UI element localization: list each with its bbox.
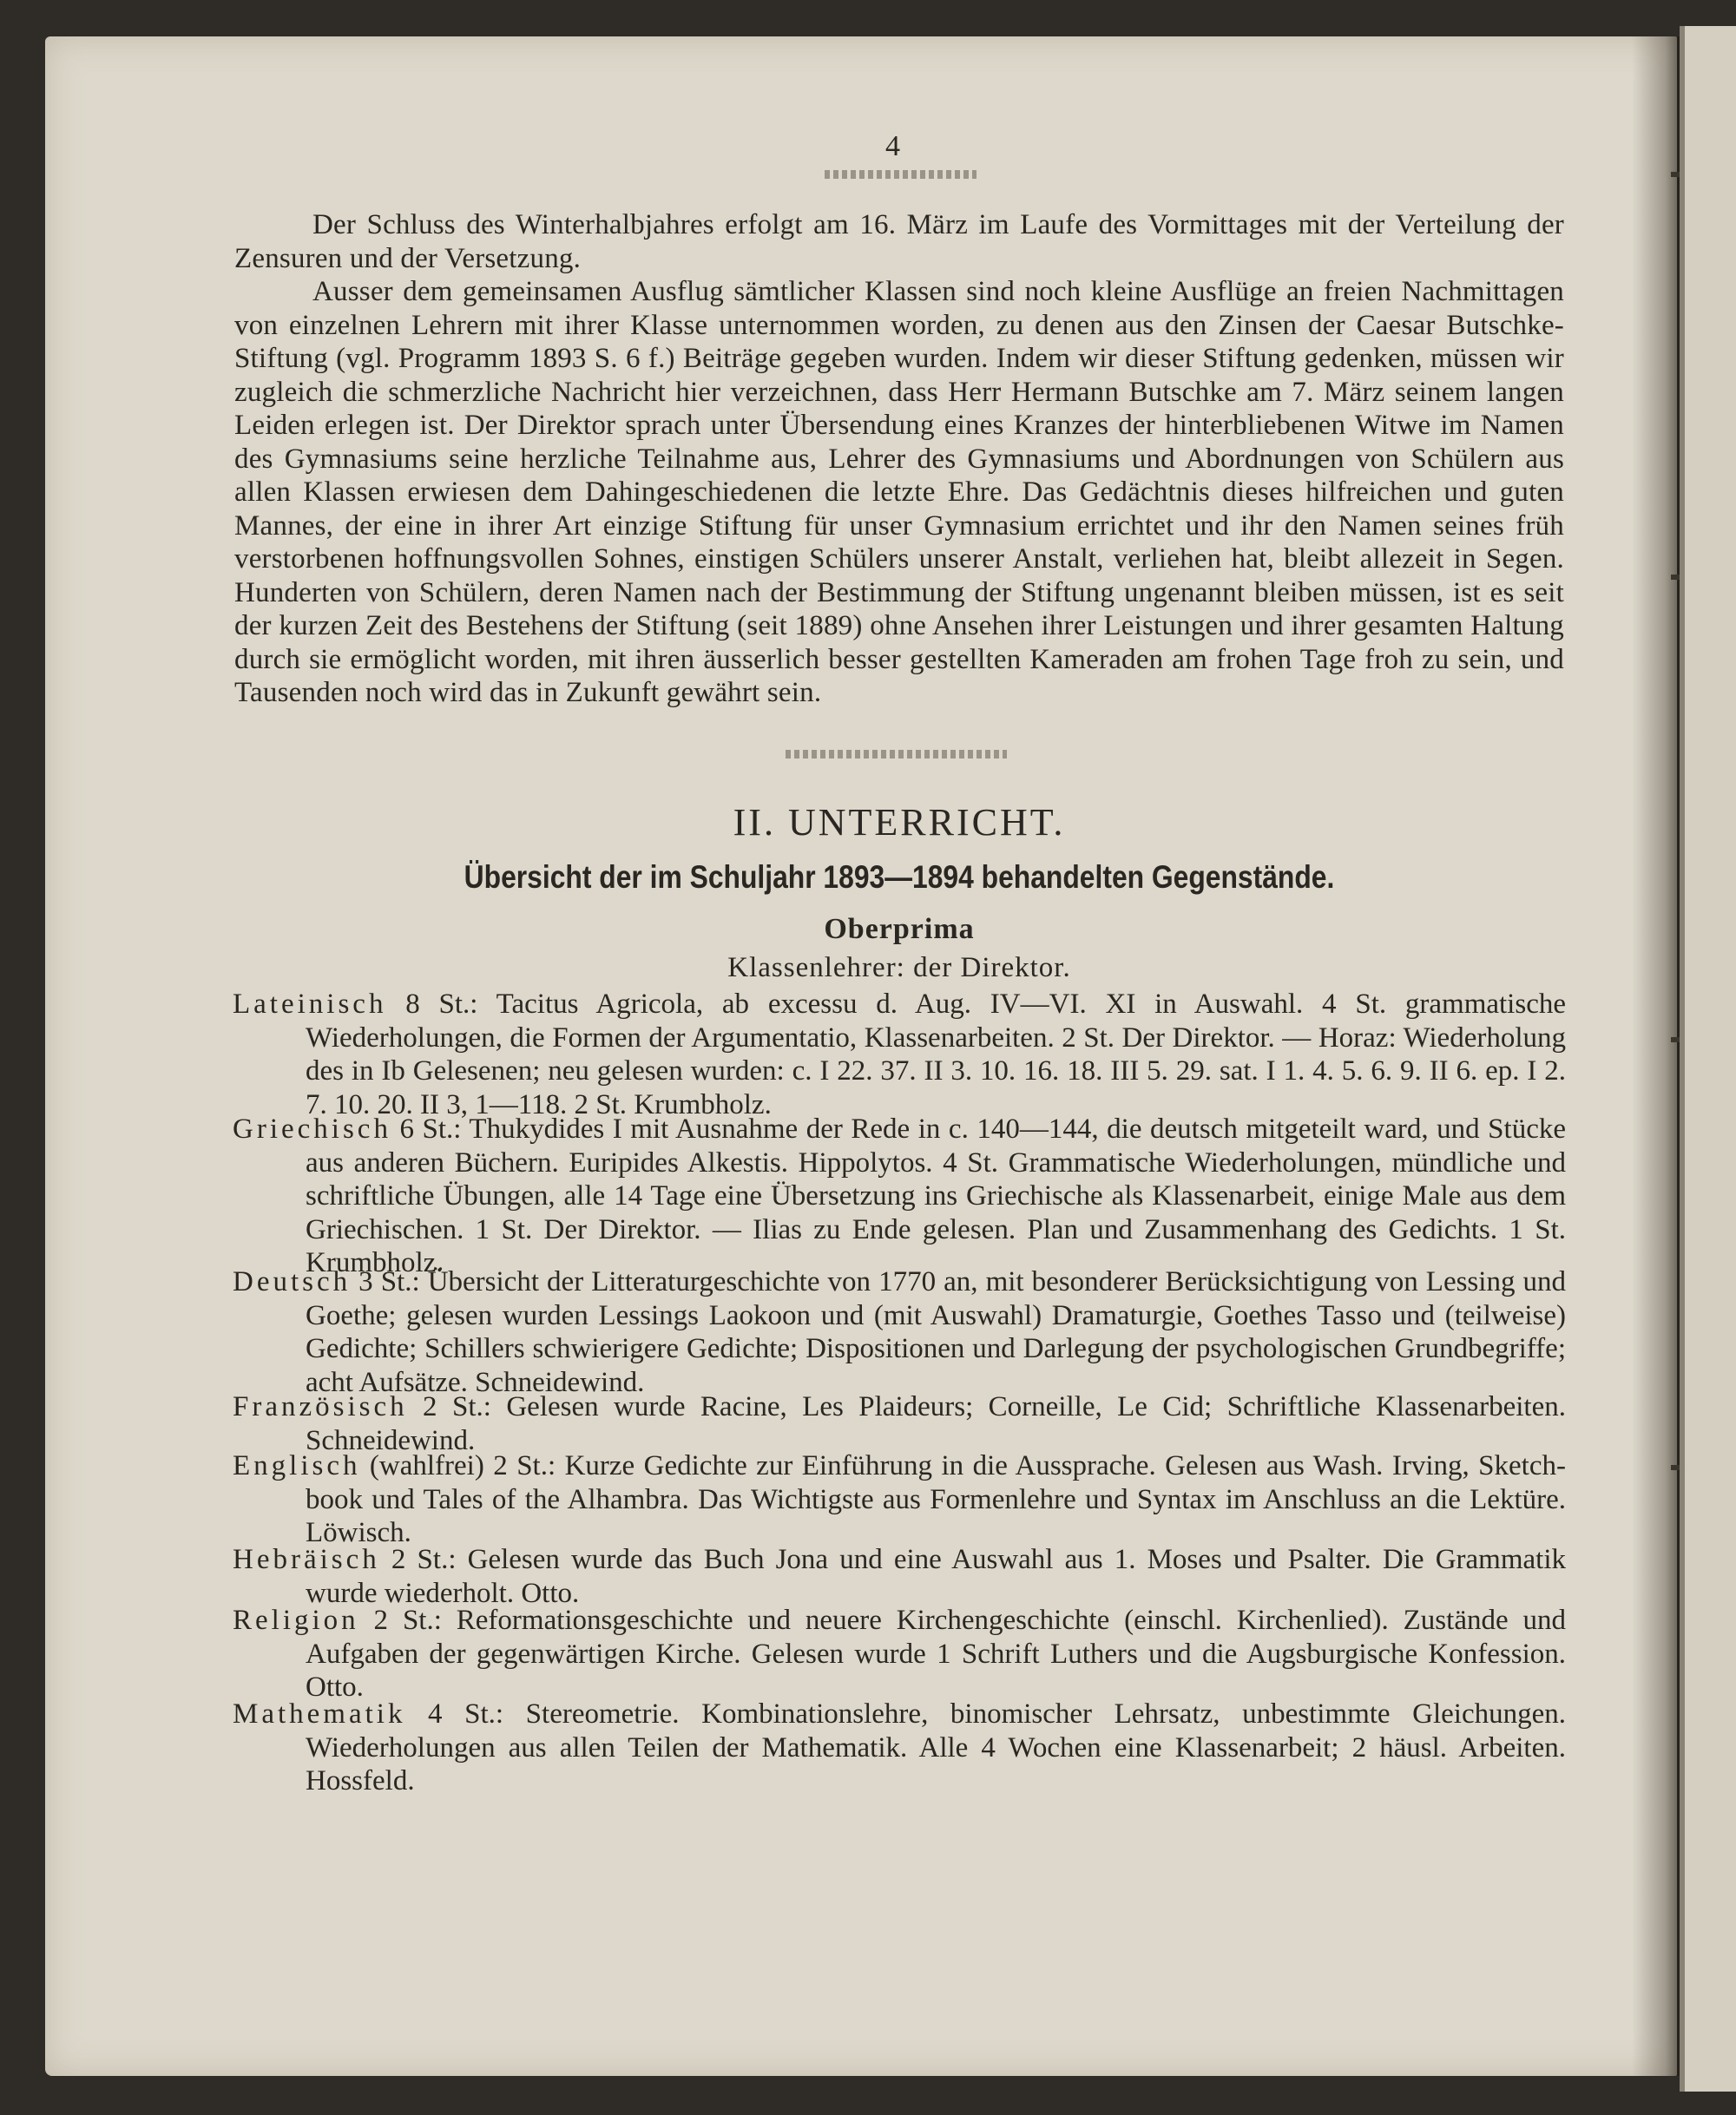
subject-text: 2 St.: Gelesen wurde das Buch Jona und eine Auswahl aus 1. Moses und Psalter. Die Grammatik wurde wiederholt. Otto. bbox=[306, 1544, 1566, 1609]
subject-name: Hebräisch bbox=[233, 1544, 380, 1575]
intro-paragraph-1: Der Schluss des Winterhalbjahres erfolgt am 16. März im Laufe des Vormittages mit der Verteilung der Zensuren und der Versetzung. bbox=[234, 209, 1564, 274]
subject-name: Griechisch bbox=[233, 1113, 391, 1145]
subject-text: 8 St.: Tacitus Agricola, ab excessu d. Aug. IV—VI. XI in Auswahl. 4 St. grammatische Wiederholungen, die Formen der Argumentatio, Klassenarbeiten. 2 St. Der Direktor. — Horaz: Wiederholung des in Ib Gelesenen; neu gelesen wurden: c. I 22. 37. II 3. 10. 16. 18. III 5. 29. sat. I 1. 4. 5. 6. 9. II 6. ep. I 2. 7. 10. 20. II 3, 1—118. 2 St. Krumbholz. bbox=[306, 989, 1566, 1120]
margin-mark bbox=[1671, 575, 1680, 580]
subject-entry-lateinisch bbox=[233, 988, 1566, 1121]
facing-page-edge bbox=[1680, 26, 1736, 2092]
subject-entry-englisch bbox=[233, 1449, 1566, 1550]
subject-entry-griechisch bbox=[233, 1113, 1566, 1280]
subject-text: 2 St.: Reformationsgeschichte und neuere Kirchengeschichte (einschl. Kirchenlied). Zustände und Aufgaben der gegenwärtigen Kirche. Gelesen wurde 1 Schrift Luthers und die Augsburgische Konfession. Otto. bbox=[306, 1605, 1566, 1703]
subject-name: Mathematik bbox=[233, 1698, 406, 1730]
subject-entry-religion bbox=[233, 1604, 1566, 1704]
subject-entry-franzoesisch bbox=[233, 1390, 1566, 1457]
margin-mark bbox=[1671, 1465, 1680, 1470]
subject-name: Religion bbox=[233, 1605, 359, 1636]
wavy-ornament bbox=[825, 170, 976, 179]
section-title: II. UNTERRICHT. bbox=[733, 801, 1066, 844]
subject-entry-deutsch bbox=[233, 1265, 1566, 1399]
class-teacher: Klassenlehrer: der Direktor. bbox=[727, 952, 1071, 983]
page-number: 4 bbox=[885, 130, 900, 162]
subject-name: Deutsch bbox=[233, 1266, 352, 1297]
subject-entry-mathematik bbox=[233, 1698, 1566, 1798]
class-heading: Oberprima bbox=[824, 913, 975, 945]
section-subtitle: Übersicht der im Schuljahr 1893—1894 behandelten Gegenstände. bbox=[464, 859, 1335, 895]
subject-text: 2 St.: Gelesen wurde Racine, Les Plaideurs; Corneille, Le Cid; Schriftliche Klassenarbeiten. Schneidewind. bbox=[306, 1391, 1566, 1456]
subject-name: Französisch bbox=[233, 1391, 408, 1422]
subject-name: Englisch bbox=[233, 1450, 361, 1481]
subject-text: 3 St.: Übersicht der Litteraturgeschichte von 1770 an, mit besonderer Berücksichtigung von Lessing und Goethe; gelesen wurden Lessings Laokoon und (mit Auswahl) Dramaturgie, Goethes Tasso und (teilweise) Gedichte; Schillers schwierigere Gedichte; Dispositionen und Darlegung der psychologischen Grundbegriffe; acht Aufsätze. Schneidewind. bbox=[306, 1266, 1566, 1398]
margin-mark bbox=[1671, 172, 1680, 177]
subject-text: 6 St.: Thukydides I mit Ausnahme der Rede in c. 140—144, die deutsch mitgeteilt ward, und Stücke aus anderen Büchern. Euripides Alkestis. Hippolytos. 4 St. Grammatische Wiederholungen, mündliche und schriftliche Übungen, alle 14 Tage eine Übersetzung ins Griechische als Klassenarbeit, einige Male aus dem Griechischen. 1 St. Der Direktor. — Ilias zu Ende gelesen. Plan und Zusammenhang des Gedichts. 1 St. Krumbholz. bbox=[306, 1113, 1566, 1278]
margin-mark bbox=[1671, 1037, 1680, 1042]
subject-entry-hebraeisch bbox=[233, 1543, 1566, 1610]
section-divider-ornament bbox=[786, 750, 1007, 759]
subject-text: (wahlfrei) 2 St.: Kurze Gedichte zur Einführung in die Aussprache. Gelesen aus Wash. Irving, Sketch-book und Tales of the Alhambra. Das Wichtigste aus Formenlehre und Syntax im Anschluss an die Lektüre. Löwisch. bbox=[306, 1450, 1566, 1548]
subject-name: Lateinisch bbox=[233, 989, 387, 1020]
binding-shadow bbox=[1632, 36, 1680, 2076]
intro-paragraph-2: Ausser dem gemeinsamen Ausflug sämtlicher Klassen sind noch kleine Ausflüge an freien Nachmittagen von einzelnen Lehrern mit ihrer Klasse unternommen worden, zu denen aus den Zinsen der Caesar Butschke-Stiftung (vgl. Programm 1893 S. 6 f.) Beiträge gegeben wurden. Indem wir dieser Stiftung gedenken, müssen wir zugleich die schmerzliche Nachricht hier verzeichnen, dass Herr Hermann Butschke am 7. März seinem langen Leiden erlegen ist. Der Direktor sprach unter Übersendung eines Kranzes der hinterbliebenen Witwe im Namen des Gymnasiums seine herzliche Teilnahme aus, Lehrer des Gymnasiums und Abordnungen von Schülern aus allen Klassen erwiesen dem Dahingeschiedenen die letzte Ehre. Das Gedächtnis dieses hilfreichen und guten Mannes, der eine in ihrer Art einzige Stiftung für unser Gymnasium errichtet und ihr den Namen seines früh verstorbenen hoffnungsvollen Sohnes, einstigen Schülers unserer Anstalt, verliehen hat, bleibt allezeit in Segen. Hunderten von Schülern, deren Namen nach der Bestimmung der Stiftung ungenannt bleiben müssen, ist es seit der kurzen Zeit des Bestehens der Stiftung (seit 1889) ohne Ansehen ihrer Leistungen und ihrer gesamten Haltung durch sie ermöglicht worden, mit ihren äusserlich besser gestellten Kameraden am frohen Tage froh zu sein, und Tausenden noch wird das in Zukunft gewährt sein. bbox=[234, 276, 1564, 708]
subject-text: 4 St.: Stereometrie. Kombinationslehre, binomischer Lehrsatz, unbestimmte Gleichungen. Wiederholungen aus allen Teilen der Mathematik. Alle 4 Wochen eine Klassenarbeit; 2 häusl. Arbeiten. Hossfeld. bbox=[306, 1698, 1566, 1796]
